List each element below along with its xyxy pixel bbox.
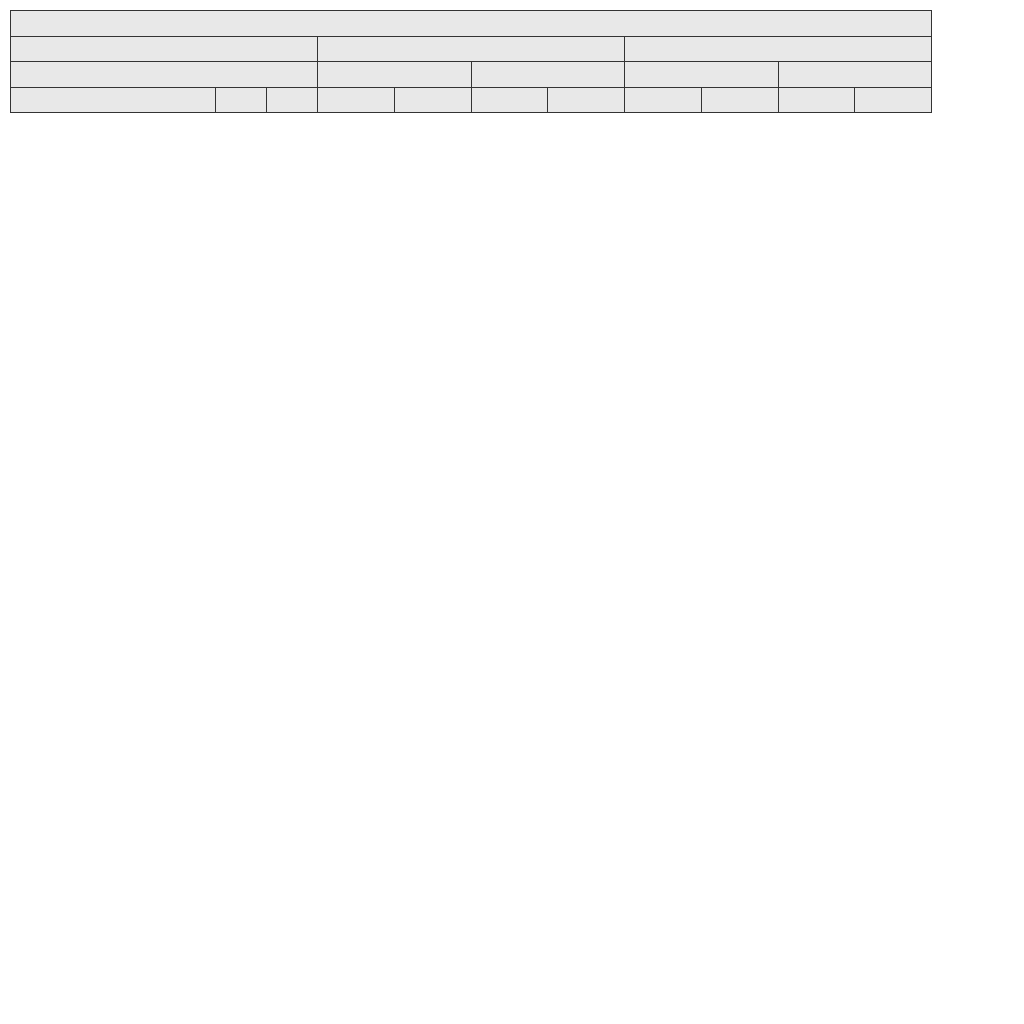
col-header-oblique <box>394 87 471 113</box>
velocity-comparison-table <box>10 10 932 113</box>
col-header-oblique <box>778 87 855 113</box>
colorbar-unit-label <box>983 212 1001 252</box>
mode-header-row <box>11 62 932 88</box>
mode-header-std-high <box>778 62 932 88</box>
site-info-header <box>11 62 318 88</box>
col-header-oblique <box>701 87 778 113</box>
title-row <box>11 11 932 37</box>
mode-header-avg-high <box>471 62 625 88</box>
col-header-city <box>11 87 216 113</box>
mode-header-avg-low <box>318 62 472 88</box>
col-header-oblique <box>471 87 548 113</box>
col-header-oblique <box>625 87 702 113</box>
column-header-row <box>11 87 932 113</box>
col-header-id <box>216 87 267 113</box>
group-header-std <box>625 36 932 62</box>
date-range <box>11 36 318 62</box>
col-header-oblique <box>855 87 932 113</box>
col-header-freq <box>267 87 318 113</box>
group-header-average <box>318 36 625 62</box>
group-header-row <box>11 36 932 62</box>
colorbar <box>949 31 966 420</box>
mode-header-std-low <box>625 62 779 88</box>
col-header-oblique <box>548 87 625 113</box>
table-title <box>11 11 932 37</box>
col-header-oblique <box>318 87 395 113</box>
